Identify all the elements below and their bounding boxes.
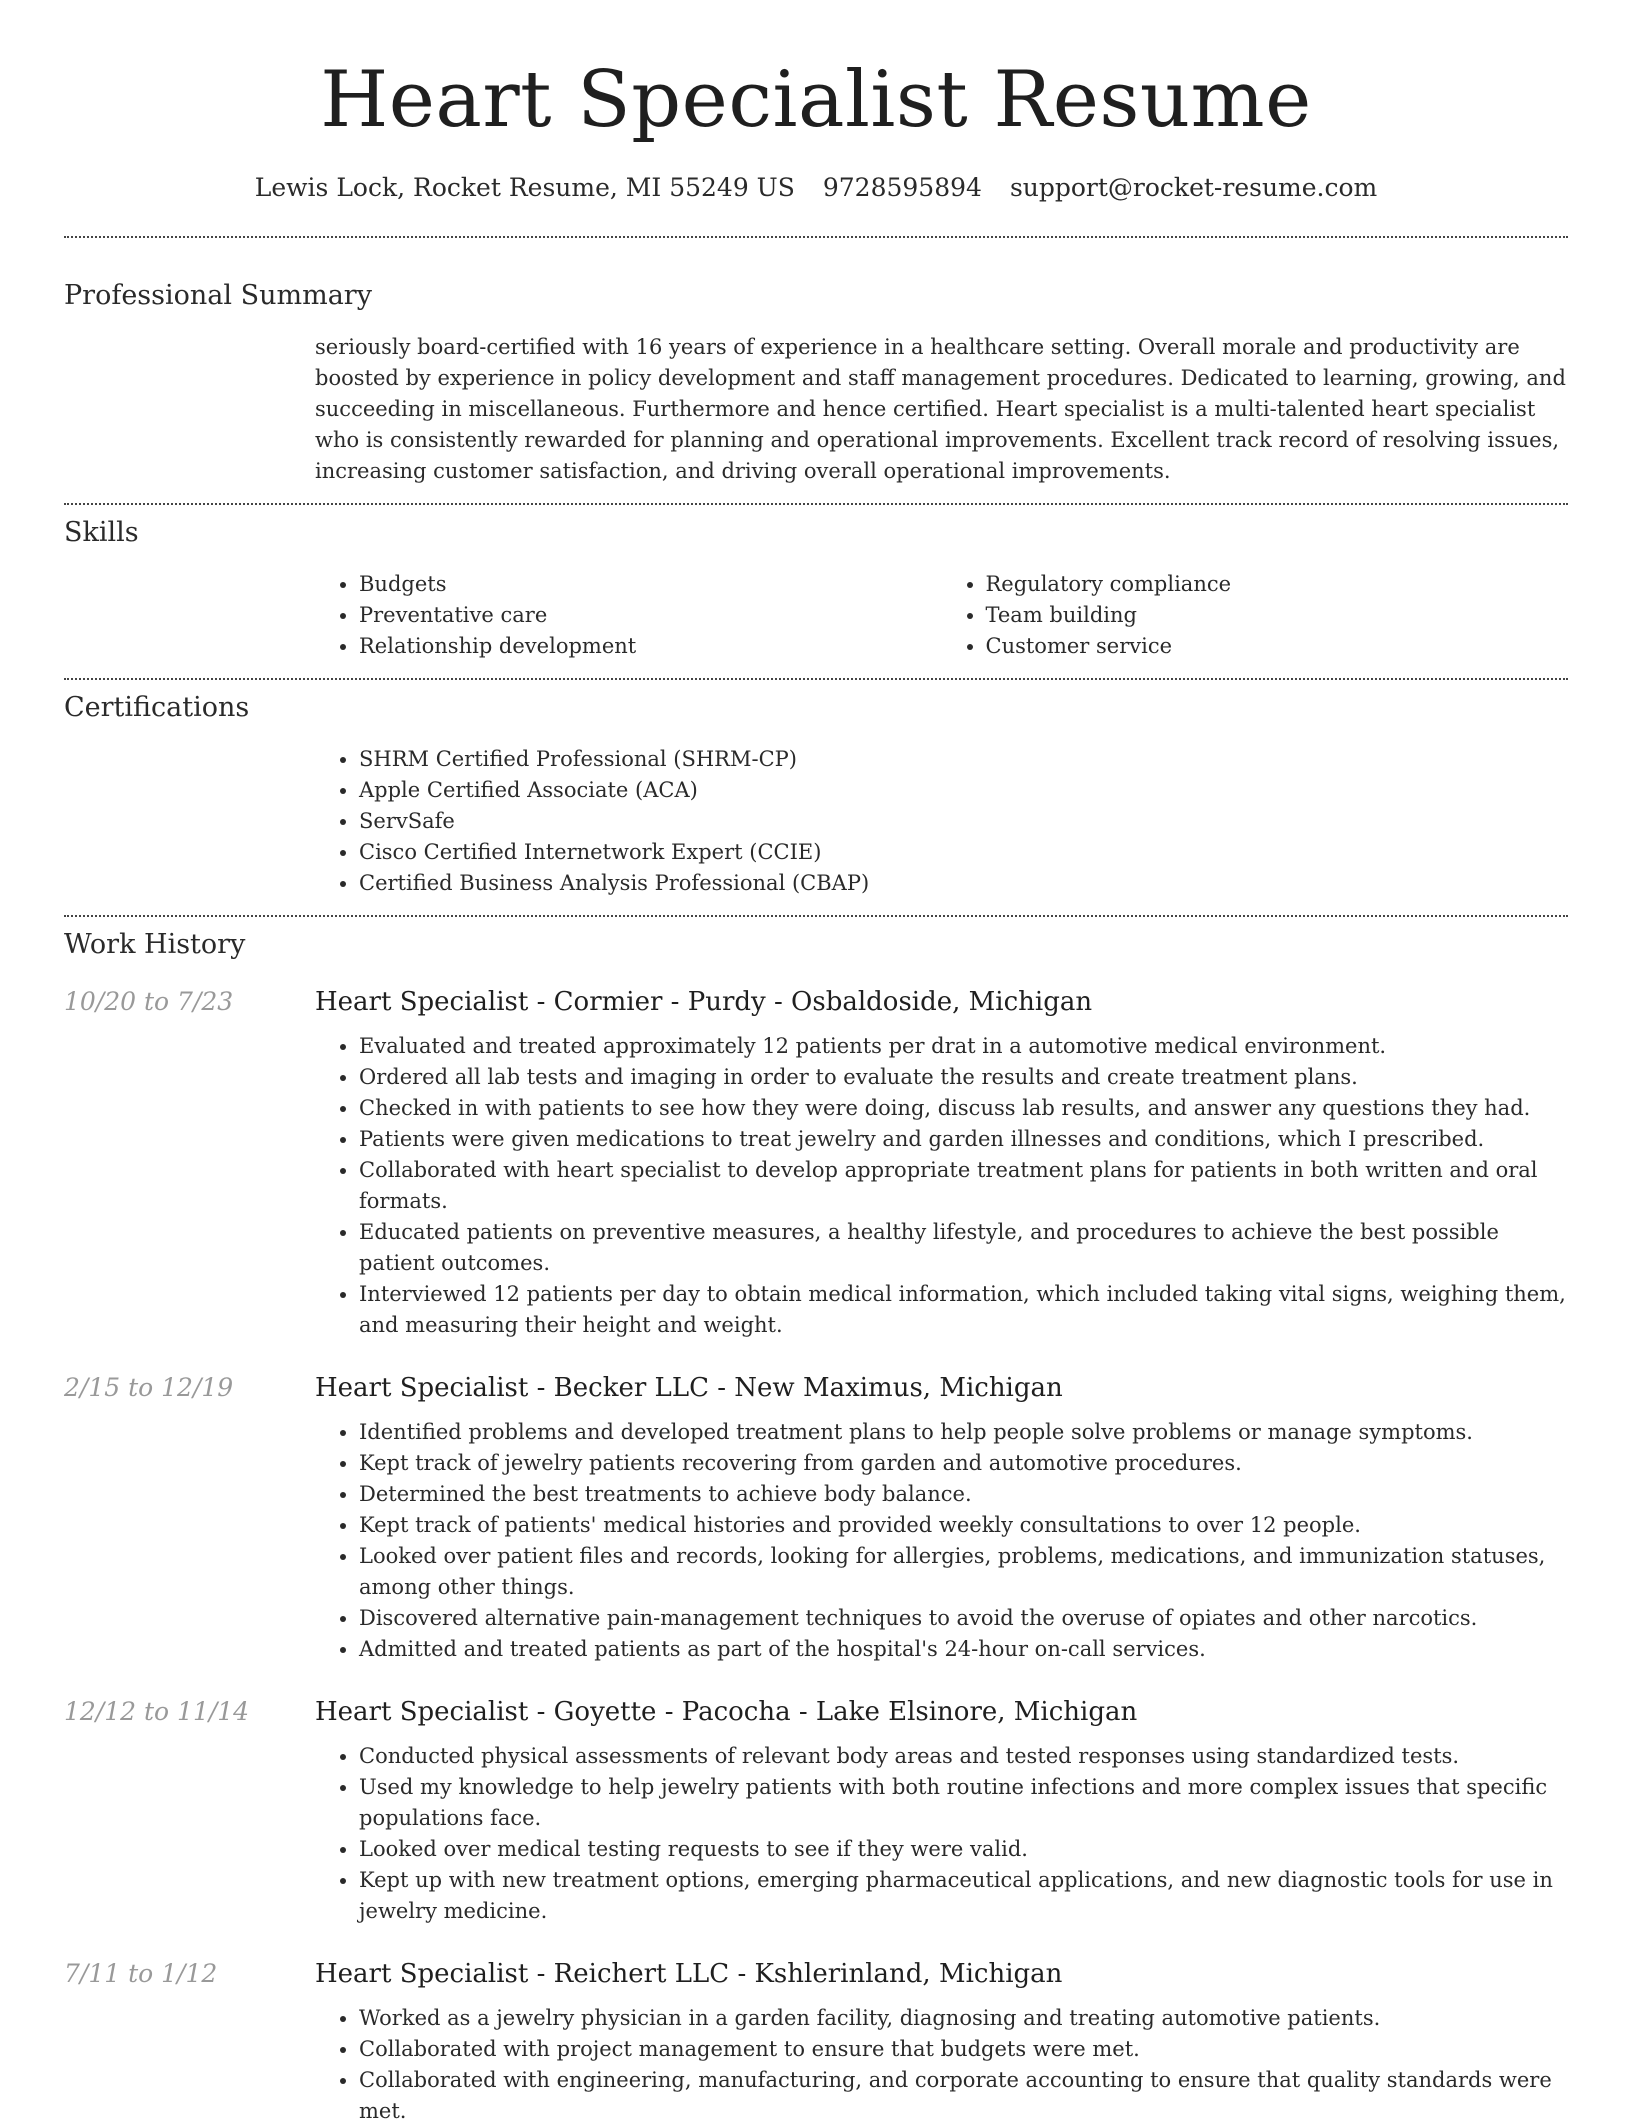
skills-section xyxy=(64,505,1568,662)
list-item: • Evaluated and treated approximately 12 patients per drat in a automotive medical environment. xyxy=(359,1031,1568,1062)
job-body xyxy=(315,1031,1568,1341)
list-item: • Collaborated with heart specialist to develop appropriate treatment plans for patients in both written and oral formats. xyxy=(359,1155,1568,1217)
list-item: • Certified Business Analysis Professional (CBAP) xyxy=(359,868,1568,899)
list-item: • SHRM Certified Professional (SHRM-CP) xyxy=(359,744,1568,775)
list-item: • Looked over medical testing requests to see if they were valid. xyxy=(359,1834,1568,1865)
job-title: Heart Specialist - Becker LLC - New Maximus, Michigan xyxy=(315,1373,1063,1403)
list-item: • Customer service xyxy=(986,631,1569,662)
list-item: • Kept track of jewelry patients recovering from garden and automotive procedures. xyxy=(359,1448,1568,1479)
job-body xyxy=(315,2003,1568,2127)
job-bullets xyxy=(315,1031,1568,1341)
list-item: • Determined the best treatments to achieve body balance. xyxy=(359,1479,1568,1510)
list-item: • Patients were given medications to treat jewelry and garden illnesses and conditions, which I prescribed. xyxy=(359,1124,1568,1155)
list-item: • Collaborated with project management to ensure that budgets were met. xyxy=(359,2034,1568,2065)
job-bullets xyxy=(315,1417,1568,1665)
list-item: • Worked as a jewelry physician in a garden facility, diagnosing and treating automotive patients. xyxy=(359,2003,1568,2034)
job-body xyxy=(315,1417,1568,1665)
list-item: • Collaborated with engineering, manufacturing, and corporate accounting to ensure that quality standards were met. xyxy=(359,2065,1568,2127)
skills-list-left xyxy=(315,569,942,662)
job-header xyxy=(64,985,1568,1019)
summary-heading: Professional Summary xyxy=(64,280,372,311)
job-header xyxy=(64,1371,1568,1405)
list-item: • ServSafe xyxy=(359,806,1568,837)
list-item: • Regulatory compliance xyxy=(986,569,1569,600)
skills-heading: Skills xyxy=(64,517,139,548)
list-item: • Kept track of patients' medical histories and provided weekly consultations to over 12 people. xyxy=(359,1510,1568,1541)
list-item: • Kept up with new treatment options, emerging pharmaceutical applications, and new diagnostic tools for use in jewelry medicine. xyxy=(359,1865,1568,1927)
job-dates: 2/15 to 12/19 xyxy=(64,1373,234,1402)
job-header xyxy=(64,1957,1568,1991)
job-title: Heart Specialist - Reichert LLC - Kshlerinland, Michigan xyxy=(315,1959,1063,1989)
job-title: Heart Specialist - Cormier - Purdy - Osbaldoside, Michigan xyxy=(315,987,1093,1017)
list-item: • Relationship development xyxy=(359,631,942,662)
list-item: • Identified problems and developed treatment plans to help people solve problems or manage symptoms. xyxy=(359,1417,1568,1448)
job-dates: 7/11 to 1/12 xyxy=(64,1959,218,1988)
resume-page xyxy=(64,0,1568,2127)
list-item: • Apple Certified Associate (ACA) xyxy=(359,775,1568,806)
list-item: • Cisco Certified Internetwork Expert (CCIE) xyxy=(359,837,1568,868)
list-item: • Preventative care xyxy=(359,600,942,631)
job-body xyxy=(315,1741,1568,1927)
job-entry xyxy=(64,1957,1568,2127)
resume-title: Heart Specialist Resume xyxy=(320,55,1312,145)
job-dates: 10/20 to 7/23 xyxy=(64,987,234,1016)
job-entry xyxy=(64,1695,1568,1927)
job-entry xyxy=(64,1371,1568,1665)
list-item: • Budgets xyxy=(359,569,942,600)
contact-email[interactable]: support@rocket-resume.com xyxy=(1009,173,1378,202)
summary-body xyxy=(315,332,1568,487)
certifications-list xyxy=(315,744,1568,899)
list-item: • Checked in with patients to see how they were doing, discuss lab results, and answer any questions they had. xyxy=(359,1093,1568,1124)
job-bullets xyxy=(315,1741,1568,1927)
list-item: • Conducted physical assessments of relevant body areas and tested responses using standardized tests. xyxy=(359,1741,1568,1772)
work-heading: Work History xyxy=(64,929,246,960)
list-item: • Looked over patient files and records, looking for allergies, problems, medications, and immunization statuses, among other things. xyxy=(359,1541,1568,1603)
certifications-section xyxy=(64,680,1568,899)
job-bullets xyxy=(315,2003,1568,2127)
list-item: • Used my knowledge to help jewelry patients with both routine infections and more complex issues that specific populations face. xyxy=(359,1772,1568,1834)
job-title: Heart Specialist - Goyette - Pacocha - Lake Elsinore, Michigan xyxy=(315,1697,1138,1727)
list-item: • Admitted and treated patients as part of the hospital's 24-hour on-call services. xyxy=(359,1634,1568,1665)
work-section xyxy=(64,917,1568,2127)
job-dates: 12/12 to 11/14 xyxy=(64,1697,250,1726)
job-entry xyxy=(64,985,1568,1341)
contact-line xyxy=(64,170,1568,206)
list-item: • Educated patients on preventive measures, a healthy lifestyle, and procedures to achieve the best possible patient outcomes. xyxy=(359,1217,1568,1279)
summary-text: seriously board-certified with 16 years of experience in a healthcare setting. Overall morale and productivity are boosted by experience in policy development and staff management procedures. Dedicated to learning, growing, and succeeding in miscellaneous. Furthermore and hence certified. Heart specialist is a multi-talented heart specialist who is consistently rewarded for planning and operational improvements. Excellent track record of resolving issues, increasing customer satisfaction, and driving overall operational improvements. xyxy=(315,335,1566,483)
job-header xyxy=(64,1695,1568,1729)
contact-address: Lewis Lock, Rocket Resume, MI 55249 US xyxy=(254,173,795,202)
certifications-body xyxy=(315,744,1568,899)
list-item: • Interviewed 12 patients per day to obtain medical information, which included taking vital signs, weighing them, and measuring their height and weight. xyxy=(359,1279,1568,1341)
list-item: • Discovered alternative pain-management techniques to avoid the overuse of opiates and other narcotics. xyxy=(359,1603,1568,1634)
contact-phone: 9728595894 xyxy=(822,173,982,202)
skills-list-right xyxy=(942,569,1569,662)
list-item: • Ordered all lab tests and imaging in order to evaluate the results and create treatment plans. xyxy=(359,1062,1568,1093)
list-item: • Team building xyxy=(986,600,1569,631)
certifications-heading: Certifications xyxy=(64,692,250,723)
summary-section xyxy=(64,238,1568,487)
skills-grid xyxy=(315,569,1568,662)
